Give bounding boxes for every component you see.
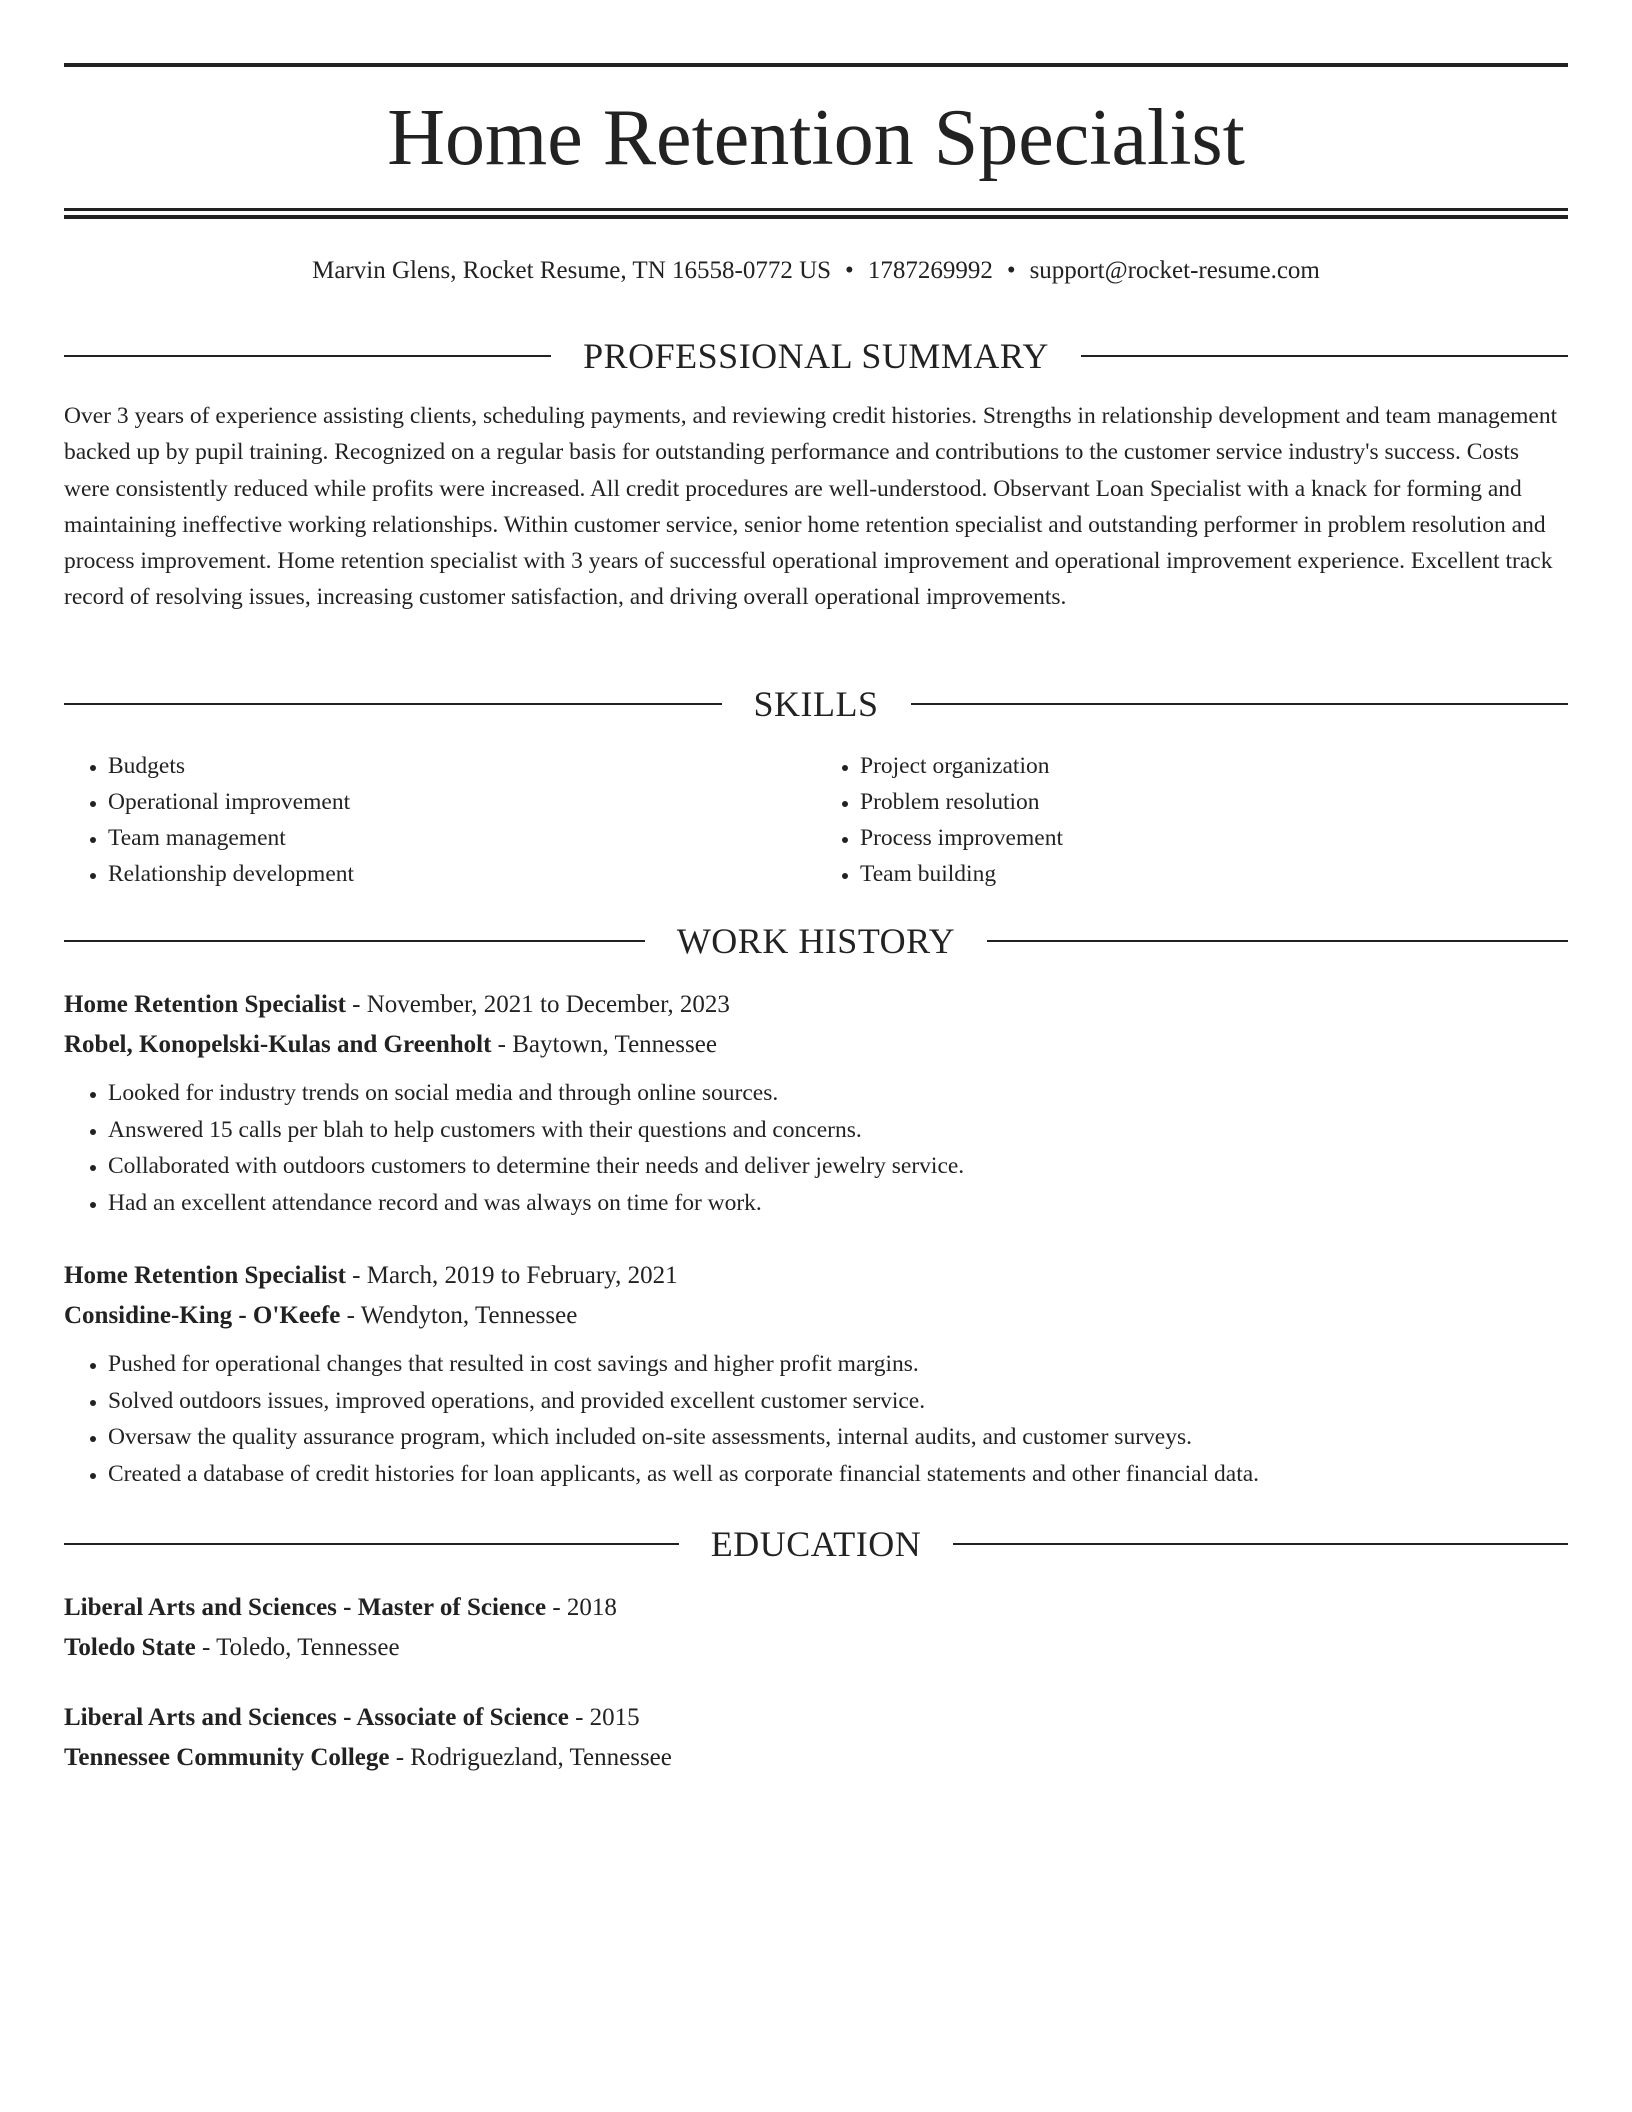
skill-item: • Team management	[108, 820, 816, 856]
job-bullet: • Oversaw the quality assurance program, which included on-site assessments, internal audits, and customer surveys.	[108, 1419, 1568, 1456]
contact-email: support@rocket-resume.com	[1029, 257, 1320, 284]
section-header-summary	[64, 334, 1568, 378]
skills-list	[64, 748, 1568, 892]
divider-line	[1081, 355, 1568, 357]
contact-line	[64, 254, 1568, 288]
job-entry	[64, 1256, 1568, 1492]
top-rule	[64, 63, 1568, 67]
contact-separator: •	[1006, 257, 1016, 284]
job-bullet: • Looked for industry trends on social media and through online sources.	[108, 1075, 1568, 1112]
section-header-work-history	[64, 919, 1568, 963]
job-bullet: • Solved outdoors issues, improved operations, and provided excellent customer service.	[108, 1383, 1568, 1420]
job-bullet: • Had an excellent attendance record and was always on time for work.	[108, 1185, 1568, 1222]
job-location: - Baytown, Tennessee	[491, 1031, 717, 1058]
section-header-education	[64, 1522, 1568, 1566]
education-year: - 2015	[568, 1704, 640, 1731]
skill-item: • Process improvement	[860, 820, 1568, 856]
job-company-line	[64, 1025, 1568, 1065]
skill-item: • Budgets	[108, 748, 816, 784]
divider-line	[64, 355, 551, 357]
skill-item: • Project organization	[860, 748, 1568, 784]
skill-item: • Team building	[860, 856, 1568, 892]
skill-item: • Operational improvement	[108, 784, 816, 820]
job-role: Home Retention Specialist	[64, 991, 346, 1018]
section-title: EDUCATION	[710, 1524, 922, 1564]
job-dates: - March, 2019 to February, 2021	[345, 1262, 678, 1289]
job-bullet: • Collaborated with outdoors customers to determine their needs and deliver jewelry service.	[108, 1148, 1568, 1185]
job-entry	[64, 985, 1568, 1221]
job-title-line	[64, 985, 1568, 1025]
job-title-line	[64, 1256, 1568, 1296]
contact-separator: •	[845, 257, 854, 284]
section-title: SKILLS	[753, 684, 879, 724]
job-bullets	[64, 1075, 1568, 1221]
job-bullet: • Pushed for operational changes that resulted in cost savings and higher profit margins.	[108, 1346, 1568, 1383]
job-role: Home Retention Specialist	[64, 1262, 346, 1289]
job-bullet: • Answered 15 calls per blah to help customers with their questions and concerns.	[108, 1112, 1568, 1149]
education-degree-line	[64, 1698, 1568, 1738]
divider-line	[64, 703, 722, 705]
skill-item: • Problem resolution	[860, 784, 1568, 820]
section-header-skills	[64, 682, 1568, 726]
education-school: Toledo State	[64, 1634, 196, 1661]
job-company-line	[64, 1296, 1568, 1336]
summary-text: Over 3 years of experience assisting clients, scheduling payments, and reviewing credit histories. Strengths in relationship development and team management backed up by pupil training. Recognized on a regular basis for outstanding performance and contributions to the customer service industry's success. Costs were consistently reduced while profits were increased. All credit procedures are well-understood. Observant Loan Specialist with a knack for forming and maintaining ineffective working relationships. Within customer service, senior home retention specialist and outstanding performer in problem resolution and process improvement. Home retention specialist with 3 years of successful operational improvement and operational improvement experience. Excellent track record of resolving issues, increasing customer satisfaction, and driving overall operational improvements.	[64, 403, 1558, 611]
divider-line	[953, 1543, 1568, 1545]
divider-line	[987, 940, 1568, 942]
job-bullets	[64, 1346, 1568, 1492]
contact-phone: 1787269992	[867, 257, 993, 284]
education-degree-line	[64, 1588, 1568, 1628]
education-degree: Liberal Arts and Sciences - Master of Science	[64, 1594, 547, 1621]
job-dates: - November, 2021 to December, 2023	[345, 991, 730, 1018]
divider-line	[911, 703, 1569, 705]
section-title: WORK HISTORY	[676, 921, 956, 961]
education-year: - 2018	[546, 1594, 617, 1621]
education-school: Tennessee Community College	[64, 1744, 390, 1771]
education-entry	[64, 1588, 1568, 1668]
resume-title: Home Retention Specialist	[387, 94, 1245, 182]
education-entry	[64, 1698, 1568, 1778]
skill-item: • Relationship development	[108, 856, 816, 892]
job-company: Robel, Konopelski-Kulas and Greenholt	[64, 1031, 492, 1058]
divider-line	[64, 940, 645, 942]
divider-line	[64, 1543, 679, 1545]
education-degree: Liberal Arts and Sciences - Associate of Science	[64, 1704, 569, 1731]
education-location: - Rodriguezland, Tennessee	[389, 1744, 672, 1771]
contact-address: Marvin Glens, Rocket Resume, TN 16558-0772 US	[312, 257, 832, 284]
education-school-line	[64, 1628, 1568, 1668]
skills-column-left	[64, 748, 816, 892]
job-company: Considine-King - O'Keefe	[64, 1302, 341, 1329]
skills-column-right	[816, 748, 1568, 892]
education-school-line	[64, 1738, 1568, 1778]
header-double-rule	[64, 208, 1568, 219]
section-title: PROFESSIONAL SUMMARY	[583, 336, 1049, 376]
job-bullet: • Created a database of credit histories for loan applicants, as well as corporate financial statements and other financial data.	[108, 1456, 1568, 1493]
education-location: - Toledo, Tennessee	[195, 1634, 400, 1661]
job-location: - Wendyton, Tennessee	[340, 1302, 578, 1329]
